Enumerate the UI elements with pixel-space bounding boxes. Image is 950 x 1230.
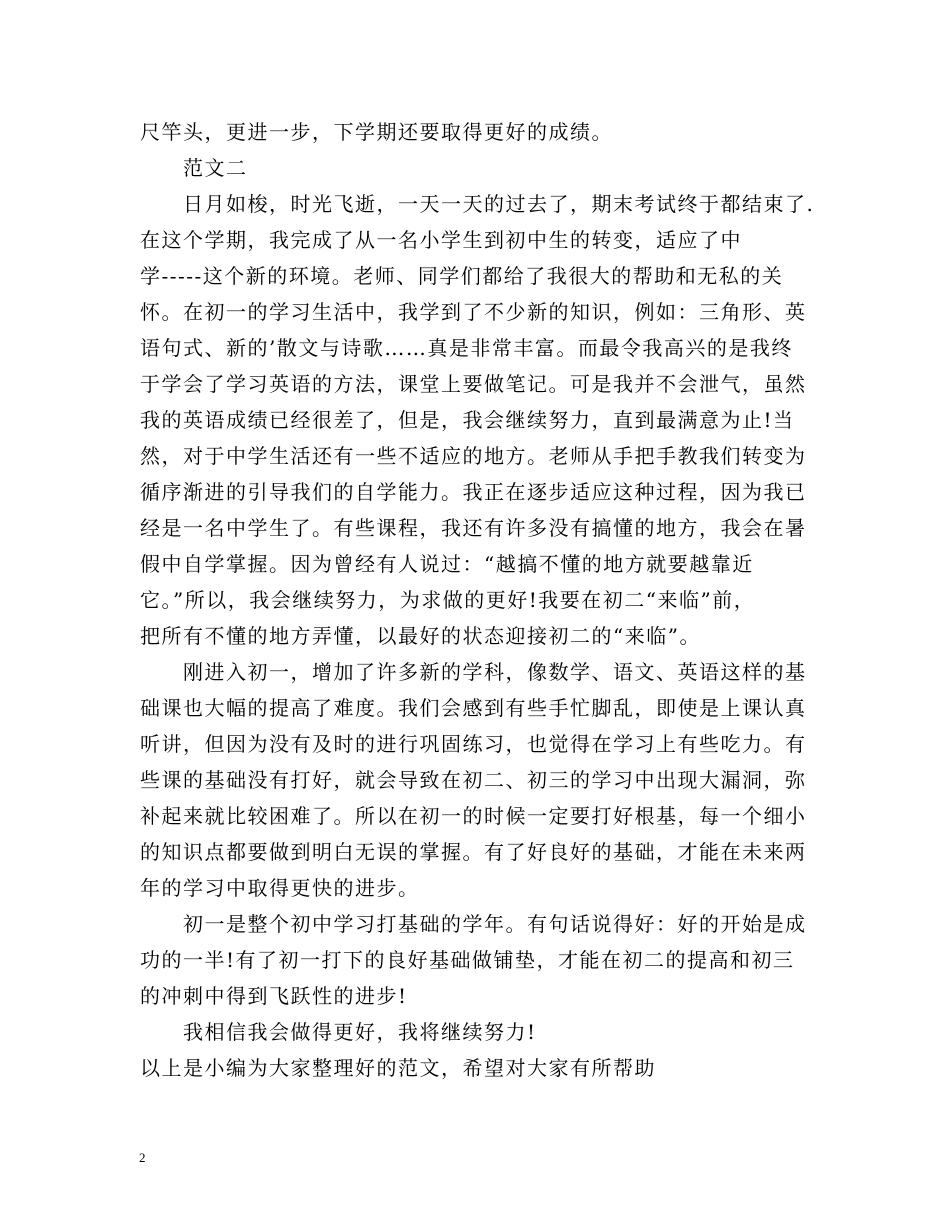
text-line: 语句式、新的’散文与诗歌……真是非常丰富。而最令我高兴的是我终 bbox=[140, 336, 793, 360]
text-line: 怀。在初一的学习生活中，我学到了不少新的知识，例如：三角形、英 bbox=[140, 300, 807, 324]
text-line: 于学会了学习英语的方法，课堂上要做笔记。可是我并不会泄气，虽然 bbox=[140, 372, 807, 396]
text-line: 功的一半!有了初一打下的良好基础做铺垫，才能在初二的提高和初三 bbox=[140, 948, 795, 972]
text-line: 的知识点都要做到明白无误的掌握。有了好良好的基础，才能在未来两 bbox=[140, 840, 807, 864]
text-line: 它。”所以，我会继续努力，为求做的更好!我要在初二“来临”前， bbox=[140, 588, 756, 612]
section-heading: 范文二 bbox=[140, 156, 248, 180]
text-line: 听讲，但因为没有及时的进行巩固练习，也觉得在学习上有些吃力。有 bbox=[140, 732, 807, 756]
text-line: 经是一名中学生了。有些课程，我还有许多没有搞懂的地方，我会在暑 bbox=[140, 516, 807, 540]
closing-line: 以上是小编为大家整理好的范文，希望对大家有所帮助 bbox=[140, 1056, 656, 1080]
text-line: 然，对于中学生活还有一些不适应的地方。老师从手把手教我们转变为 bbox=[140, 444, 807, 468]
text-line: 学-----这个新的环境。老师、同学们都给了我很大的帮助和无私的关 bbox=[140, 264, 784, 288]
text-line: 循序渐进的引导我们的自学能力。我正在逐步适应这种过程，因为我已 bbox=[140, 480, 807, 504]
text-line: 初一是整个初中学习打基础的学年。有句话说得好：好的开始是成 bbox=[140, 912, 807, 936]
text-line: 的冲刺中得到飞跃性的进步! bbox=[140, 984, 408, 1008]
text-line: 些课的基础没有打好，就会导致在初二、初三的学习中出现大漏洞，弥 bbox=[140, 768, 807, 792]
text-line: 础课也大幅的提高了难度。我们会感到有些手忙脚乱，即使是上课认真 bbox=[140, 696, 807, 720]
document-body bbox=[140, 114, 840, 1086]
text-line: 刚进入初一，增加了许多新的学科，像数学、语文、英语这样的基 bbox=[140, 660, 807, 684]
text-line: 在这个学期，我完成了从一名小学生到初中生的转变，适应了中 bbox=[140, 228, 742, 252]
page-number: 2 bbox=[139, 1150, 146, 1165]
text-line: 假中自学掌握。因为曾经有人说过：“越搞不懂的地方就要越靠近 bbox=[140, 552, 754, 576]
text-line: 把所有不懂的地方弄懂，以最好的状态迎接初二的“来临”。 bbox=[140, 624, 701, 648]
text-line: 日月如梭，时光飞逝，一天一天的过去了，期末考试终于都结束了. bbox=[140, 192, 815, 216]
text-line: 尺竿头，更进一步，下学期还要取得更好的成绩。 bbox=[140, 120, 613, 144]
text-line: 年的学习中取得更快的进步。 bbox=[140, 876, 420, 900]
text-line: 我的英语成绩已经很差了，但是，我会继续努力，直到最满意为止!当 bbox=[140, 408, 795, 432]
text-line: 补起来就比较困难了。所以在初一的时候一定要打好根基，每一个细小 bbox=[140, 804, 807, 828]
text-line: 我相信我会做得更好，我将继续努力! bbox=[140, 1020, 537, 1044]
